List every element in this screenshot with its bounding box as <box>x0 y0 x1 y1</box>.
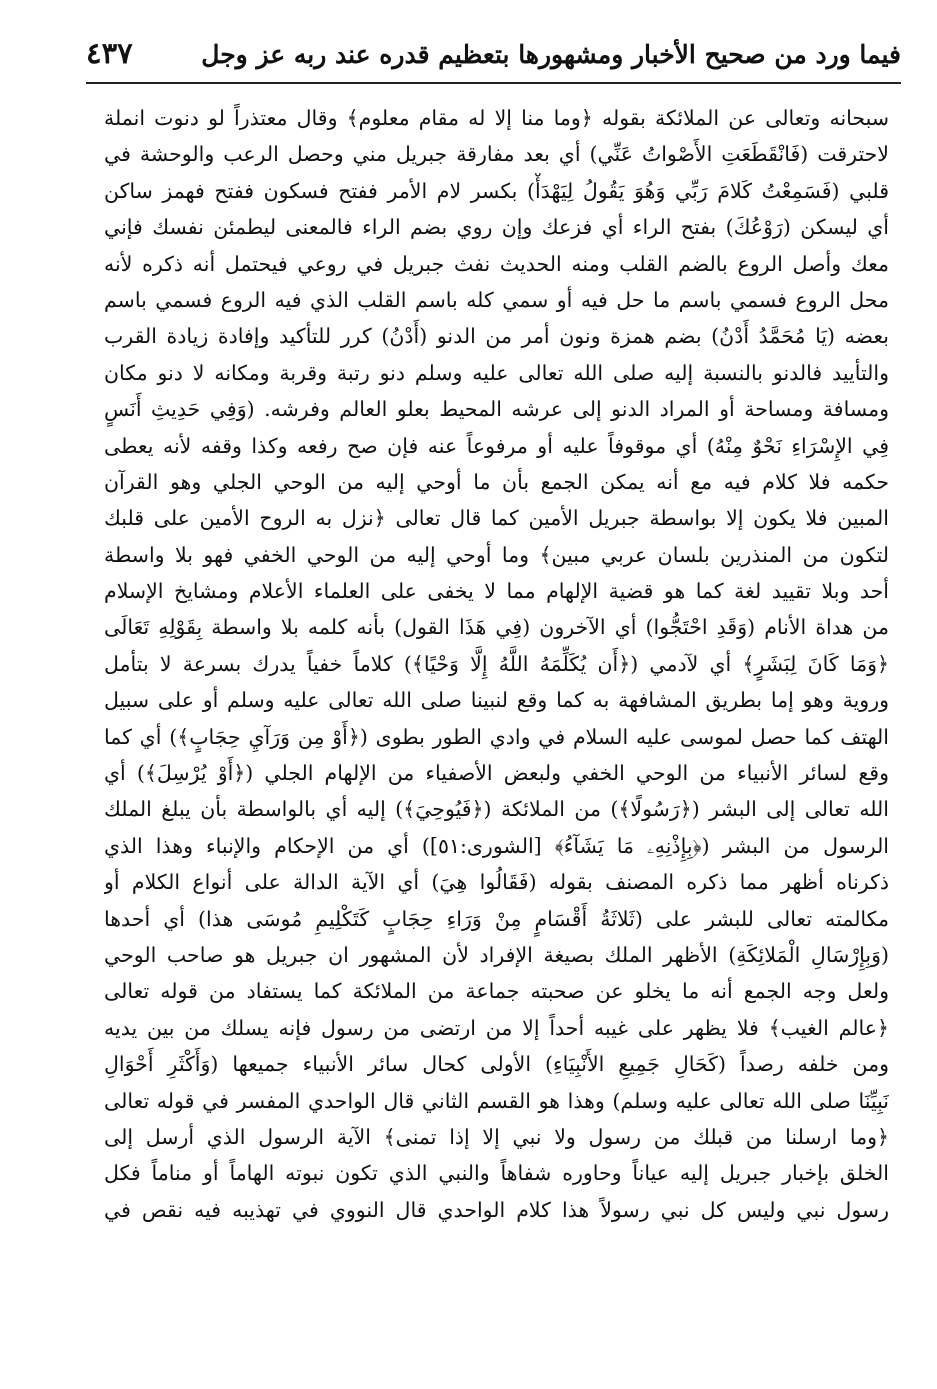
text-line: الرسول من البشر (﴿بِإِذْنِهِۦ مَا يَشَآءُ﴾ [الشورى:٥١]) أي من الإحكام والإنباء وهذا الذي <box>104 833 889 858</box>
text-line: الخلق بإخبار جبريل إليه عياناً وحاوره شفاهاً والنبي الذي تكون نبوته الهاماً أو مناماً فكل <box>104 1161 889 1186</box>
text-line: فِي الإِسْرَاءِ نَحْوٌ مِنْهُ) أي موقوفاً عليه أو مرفوعاً عنه فإن صح رفعه وكذا وقفه لأنه يعطى <box>104 433 889 458</box>
text-line: ولعل وجه الجمع أنه ما يخلو عن صحبته جماعة من الملائكة كما يستفاد من قوله تعالى <box>104 979 889 1004</box>
text-line: ﴿عالم الغيب﴾ فلا يظهر على غيبه أحداً إلا من ارتضى من رسول فإنه يسلك من بين يديه <box>104 1015 889 1040</box>
text-line: بعضه (يَا مُحَمَّدُ أَدْنُ) بضم همزة ونون أمر من الدنو (أَدْنُ) كرر للتأكيد وإفادة زيادة القرب <box>104 324 889 349</box>
text-line: محل الروع فسمي باسم ما حل فيه أو سمي كله باسم القلب الذي فيه الروع فسمي باسم <box>104 287 889 312</box>
text-line: الله تعالى إلى البشر (﴿رَسُولًا﴾) من الملائكة (﴿فَيُوحِيَ﴾) إليه أي بالواسطة بأن يبلغ الملك <box>104 797 889 822</box>
text-line: ومن خلفه رصداً (كَحَالِ جَمِيعِ الأَنْبِيَاءِ) الأولى كحال سائر الأنبياء جميعها (وَأَكْثَرِ أَحْوَالِ <box>104 1052 889 1077</box>
header-rule <box>86 82 901 84</box>
text-line: رسول نبي وليس كل نبي رسولاً هذا كلام الواحدي قال النووي في تهذيبه فيه نقص في <box>104 1197 889 1222</box>
text-line: لتكون من المنذرين بلسان عربي مبين﴾ وما أوحي إليه من الوحي الخفي فهو بلا واسطة <box>104 542 889 567</box>
text-line: معك وأصل الروع بالضم القلب ومنه الحديث نفث جبريل في روعي فيحتمل أنه ذكره لأنه <box>104 251 889 276</box>
text-line: سبحانه وتعالى عن الملائكة بقوله ﴿وما منا إلا له مقام معلوم﴾ وقال معتذراً لو دنوت انملة <box>104 106 889 130</box>
body-text <box>104 100 889 1370</box>
header-title: فيما ورد من صحيح الأخبار ومشهورها بتعظيم قدره عند ربه عز وجل <box>201 40 901 69</box>
text-line: حكمه فلا كلام فيه مع أنه يمكن الجمع بأن ما أوحي إليه من الوحي الجلي وهو القرآن <box>104 469 889 494</box>
text-line: ﴿وَمَا كَانَ لِبَشَرٍ﴾ أي لآدمي (﴿أَن يُكَلِّمَهُ اللَّهُ إِلَّا وَحْيًا﴾) كلاماً خفياً يدرك بسرعة لا بتأمل <box>104 651 889 676</box>
text-line: المبين فلا يكون إلا بواسطة جبريل الأمين كما قال تعالى ﴿نزل به الروح الأمين على قلبك <box>104 506 889 531</box>
text-line: ومسافة ومساحة أو المراد الدنو إلى عرشه المحيط بعلو العالم وفرشه. (وَفِي حَدِيثِ أَنَسٍ <box>104 397 889 422</box>
page-number: ٤٣٧ <box>86 36 133 70</box>
text-line: أحد وبلا تقييد لغة كما هو قضية الإلهام مما لا يخفى على العلماء الأعلام ومشايخ الإسلام <box>104 579 889 604</box>
text-line: من هداة الأنام (وَقَدِ احْتَجُّوا) أي الآخرون (فِي هَذَا القول) بأنه كلمه بلا واسطة بِقَوْلِهِ تَعَالَى <box>104 615 889 640</box>
text-line: أي ليسكن (رَوْعُكَ) بفتح الراء أي فزعك وإن روي بضم الراء فالمعنى ليطمئن نفسك فإني <box>104 215 889 240</box>
text-line: ﴿وما ارسلنا من قبلك من رسول ولا نبي إلا إذا تمنى﴾ الآية الرسول الذي أرسل إلى <box>104 1124 889 1149</box>
text-line: وقع لسائر الأنبياء من الوحي الخفي ولبعض الأصفياء من الإلهام الجلي (﴿أَوْ يُرْسِلَ﴾) أي <box>104 761 889 786</box>
text-line: (وَبِإِرْسَالِ الْمَلائِكَةِ) الأظهر الملك بصيغة الإفراد لأن المشهور ان جبريل هو صاحب الوحي <box>104 942 889 967</box>
text-line: وروية وهو إما بطريق المشافهة به كما وقع لنبينا صلى الله تعالى عليه وسلم أو على سبيل <box>104 688 889 713</box>
text-line: لاحترقت (فَانْقَطَعَتِ الأَصْواتُ عَنِّي) أي بعد مفارقة جبريل مني وحصل الرعب والوحشة في <box>104 142 889 167</box>
running-header <box>86 26 901 82</box>
text-line: نَبِيِّنَا صلى الله تعالى عليه وسلم) وهذا هو القسم الثاني قال الواحدي المفسر في قوله تعالى <box>104 1088 889 1113</box>
text-line: والتأييد فالدنو بالنسبة إليه صلى الله تعالى عليه وسلم دنو رتبة وقربة ومكانه لا دنو مكان <box>104 360 889 385</box>
text-line: قلبي (فَسَمِعْتُ كَلامَ رَبِّي وَهُوَ يَقُولُ لِيَهْدَأْ) بكسر لام الأمر ففتح فسكون ففتح فهمز ساكن <box>104 178 889 203</box>
text-line: ذكرناه أظهر مما ذكره المصنف بقوله (فَقَالُوا هِيَ) أي الآية الدالة على أنواع الكلام أو <box>104 870 889 895</box>
text-line: مكالمته تعالى للبشر على (ثَلاثَةُ أَقْسَامٍ مِنْ وَرَاءِ حِجَابٍ كَتَكْلِيمِ مُوسَى هذا) أي أحدها <box>104 906 889 931</box>
text-line: الهتف كما حصل لموسى عليه السلام في وادي الطور بطوى (﴿أَوْ مِن وَرَآيِ حِجَابٍ﴾) أي كما <box>104 724 889 749</box>
